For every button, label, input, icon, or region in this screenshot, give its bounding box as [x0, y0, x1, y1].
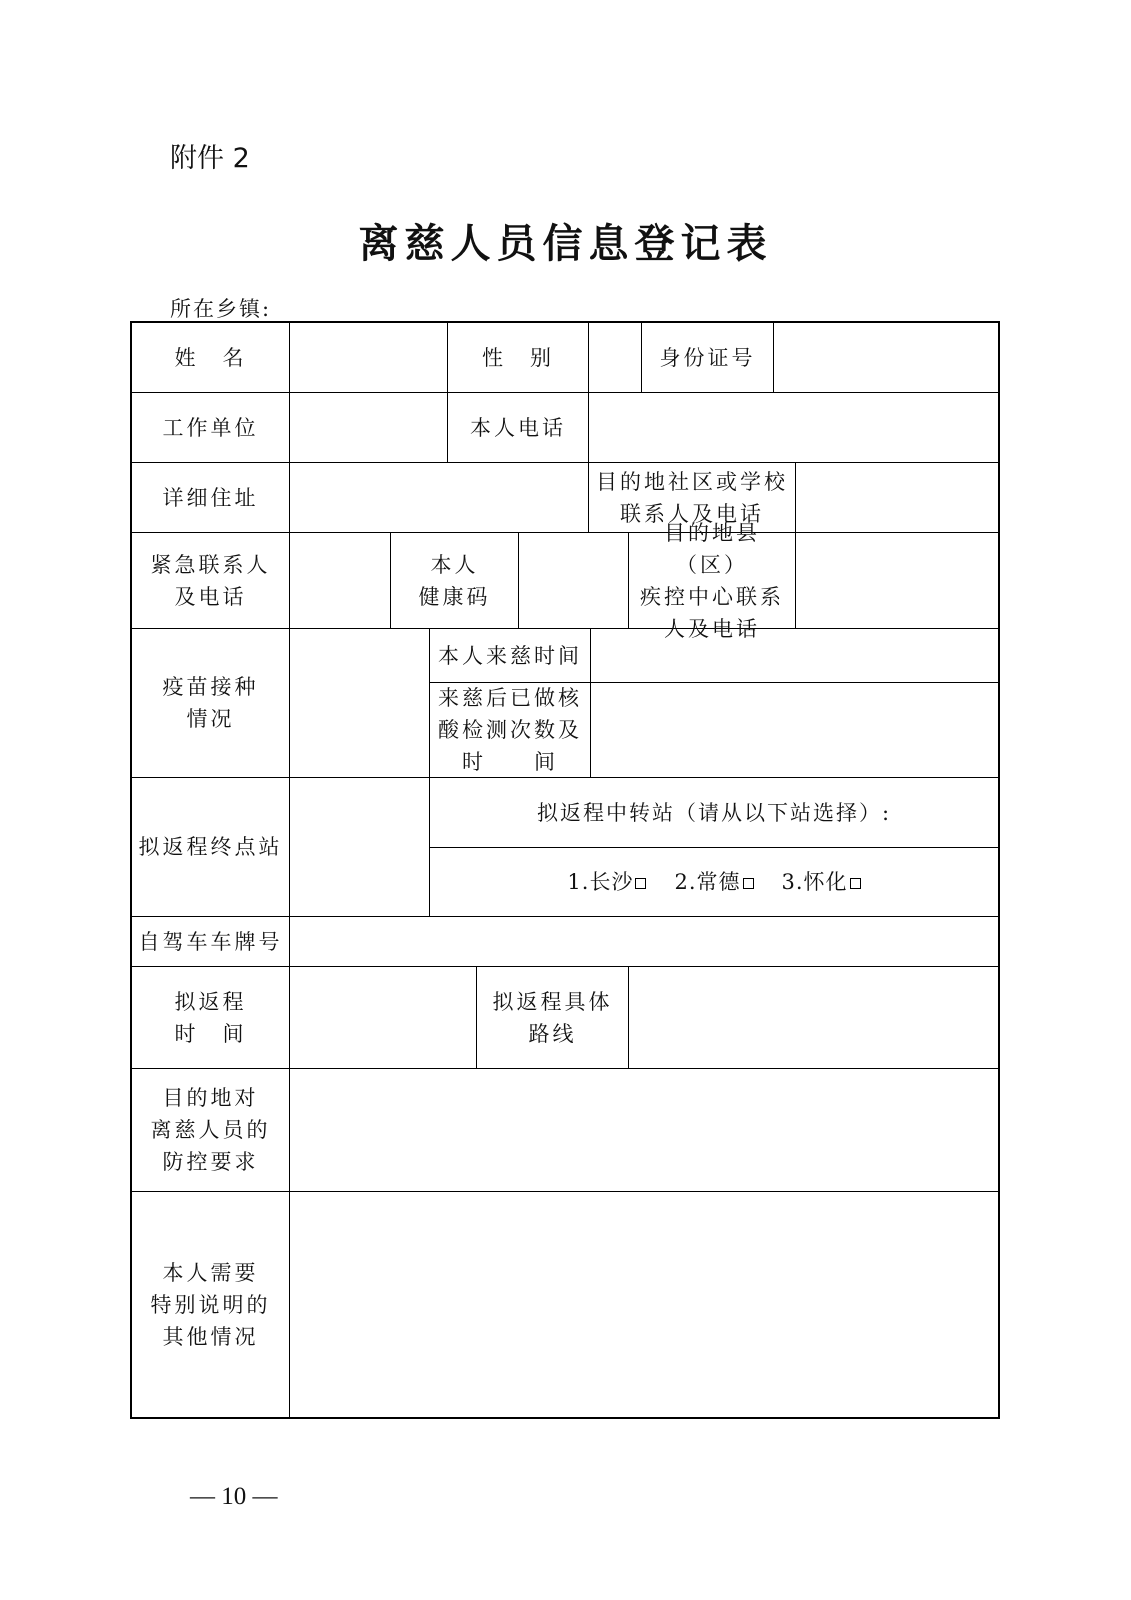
station-option-changsha[interactable]: 1.长沙 — [567, 866, 674, 898]
own-phone-label: 本人电话 — [448, 393, 589, 463]
emergency-contact-label: 紧急联系人 及电话 — [132, 533, 290, 629]
dest-contact-label: 目的地社区或学校 联系人及电话 — [589, 463, 796, 533]
address-label: 详细住址 — [132, 463, 290, 533]
name-label: 姓 名 — [132, 323, 290, 393]
checkbox-icon[interactable] — [635, 878, 646, 889]
nucleic-tests-field[interactable] — [591, 683, 998, 778]
prevention-requirements-label: 目的地对 离慈人员的 防控要求 — [132, 1069, 290, 1192]
id-number-label: 身份证号 — [642, 323, 774, 393]
station-option-changde[interactable]: 2.常德 — [674, 866, 781, 898]
terminal-station-label: 拟返程终点站 — [132, 778, 290, 917]
other-notes-field[interactable] — [290, 1192, 998, 1417]
prevention-requirements-field[interactable] — [290, 1069, 998, 1192]
plate-number-field[interactable] — [290, 917, 998, 967]
transfer-station-label: 拟返程中转站（请从以下站选择）: — [430, 778, 998, 848]
cdc-contact-label: 目的地县（区） 疾控中心联系 人及电话 — [629, 533, 796, 629]
emergency-contact-field[interactable] — [290, 533, 391, 629]
vaccination-field[interactable] — [290, 629, 430, 778]
dest-contact-field[interactable] — [796, 463, 998, 533]
vaccination-label: 疫苗接种 情况 — [132, 629, 290, 778]
page-number: — 10 — — [190, 1483, 278, 1510]
attachment-label: 附件 2 — [170, 143, 250, 174]
id-number-field[interactable] — [774, 323, 998, 393]
terminal-station-field[interactable] — [290, 778, 430, 917]
name-field[interactable] — [290, 323, 448, 393]
form-title: 离慈人员信息登记表 — [358, 220, 773, 267]
town-label: 所在乡镇: — [170, 297, 272, 321]
gender-field[interactable] — [589, 323, 642, 393]
return-route-field[interactable] — [629, 967, 998, 1069]
checkbox-icon[interactable] — [743, 878, 754, 889]
address-field[interactable] — [290, 463, 589, 533]
station-option-huaihua[interactable]: 3.怀化 — [782, 866, 861, 898]
workplace-label: 工作单位 — [132, 393, 290, 463]
return-time-field[interactable] — [290, 967, 477, 1069]
other-notes-label: 本人需要 特别说明的 其他情况 — [132, 1192, 290, 1417]
station-options — [430, 848, 998, 917]
workplace-field[interactable] — [290, 393, 448, 463]
arrival-time-field[interactable] — [591, 629, 998, 683]
cdc-contact-field[interactable] — [796, 533, 998, 629]
nucleic-tests-label: 来慈后已做核 酸检测次数及 时 间 — [430, 683, 591, 778]
own-phone-field[interactable] — [589, 393, 998, 463]
plate-number-label: 自驾车车牌号 — [132, 917, 290, 967]
arrival-time-label: 本人来慈时间 — [430, 629, 591, 683]
registration-table — [130, 321, 1000, 1419]
gender-label: 性 别 — [448, 323, 589, 393]
return-route-label: 拟返程具体 路线 — [477, 967, 629, 1069]
health-code-field[interactable] — [519, 533, 629, 629]
return-time-label: 拟返程 时 间 — [132, 967, 290, 1069]
health-code-label: 本人 健康码 — [391, 533, 519, 629]
checkbox-icon[interactable] — [850, 878, 861, 889]
